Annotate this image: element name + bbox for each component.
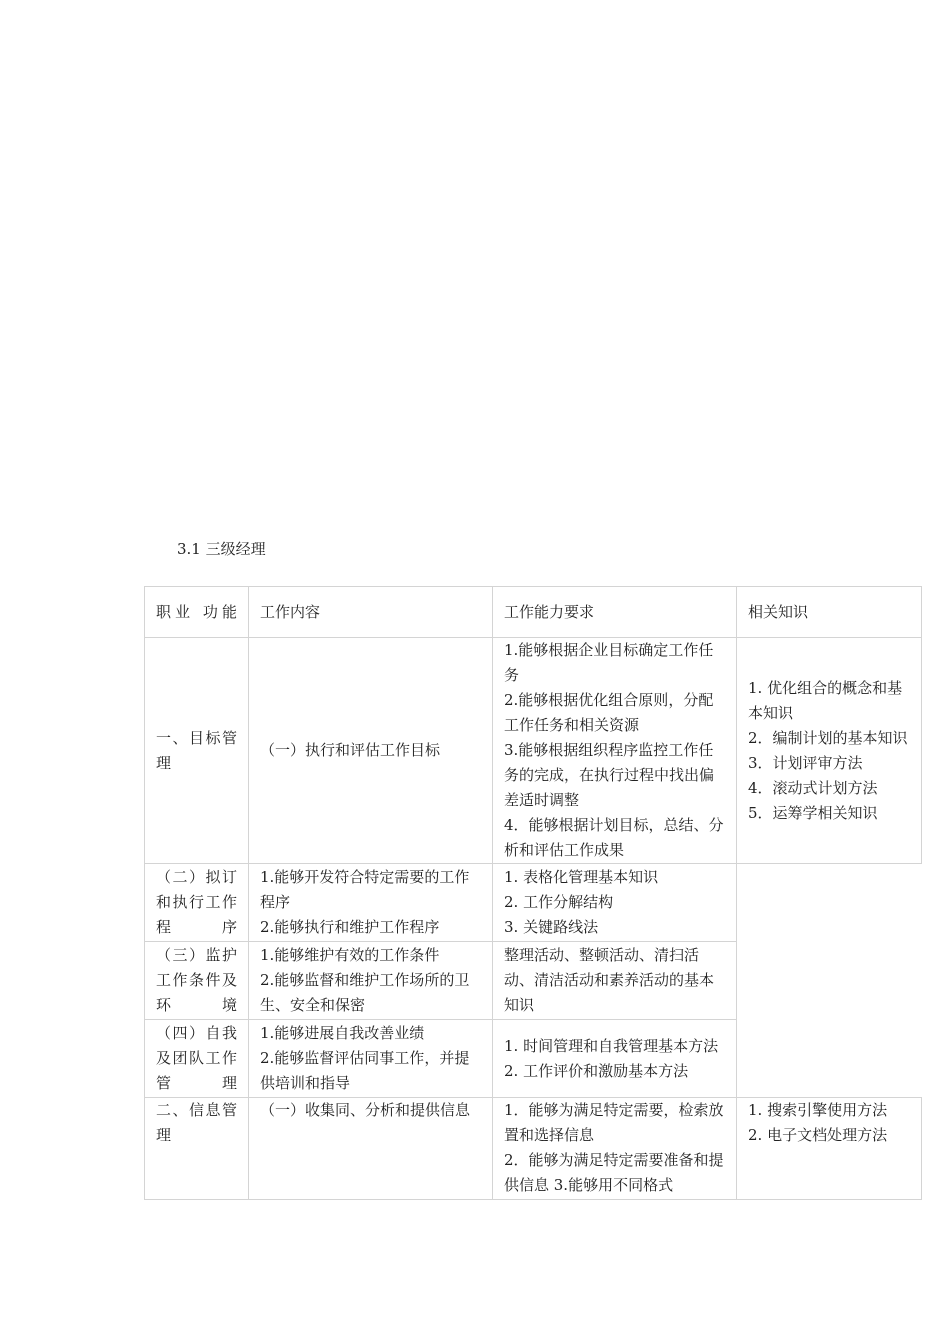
row1-knowledge [737,638,922,864]
table-row [145,1098,922,1200]
row5-content: （一）收集同、分析和提供信息 [249,1098,493,1200]
empty-cell [737,864,922,1098]
row3-knowledge-item: 整理活动、整顿活动、清扫活动、清洁活动和素养活动的基本知识 [504,946,715,1014]
row2-knowledge-item: 1. 表格化管理基本知识 [504,868,659,886]
row5-ability-item: 2．能够为满足特定需要准备和提供信息 3.能够用不同格式 [504,1151,724,1194]
row1-knowledge-item: 1. 优化组合的概念和基本知识 [748,678,903,722]
row5-knowledge-item: 2. 电子文档处理方法 [748,1126,888,1144]
row1-knowledge-item: 4．滚动式计划方法 [748,778,878,797]
row1-content: （一）执行和评估工作目标 [249,638,493,864]
row4-knowledge [493,1020,737,1098]
row3-knowledge [493,942,737,1020]
row2-ability-item: 1.能够开发符合特定需要的工作程序 [260,868,470,911]
row5-ability [493,1098,737,1200]
row3-ability [249,942,493,1020]
row1-knowledge-item: 2．编制计划的基本知识 [748,728,908,747]
row1-ability-item: 1.能够根据企业目标确定工作任务 [504,641,714,684]
row4-knowledge-item: 2. 工作评价和激励基本方法 [504,1061,689,1080]
row1-ability-item: 3.能够根据组织程序监控工作任务的完成，在执行过程中找出偏差适时调整 [504,741,715,809]
row3-ability-item: 2.能够监督和维护工作场所的卫生、安全和保密 [260,971,470,1014]
row3-content: （三）监护工作条件及环境 [145,942,249,1020]
row2-content: （二）拟订和执行工作程序 [145,864,249,942]
row4-ability [249,1020,493,1098]
row1-ability [493,638,737,864]
row1-knowledge-item: 3．计划评审方法 [748,753,863,772]
row1-knowledge-item: 5．运筹学相关知识 [748,803,878,822]
row2-knowledge-item: 2. 工作分解结构 [504,893,614,911]
row1-ability-item: 4．能够根据计划目标，总结、分析和评估工作成果 [504,816,724,859]
row2-knowledge [493,864,737,942]
header-content: 工作内容 [249,587,493,638]
row2-ability [249,864,493,942]
competency-table [144,586,922,1200]
header-knowledge: 相关知识 [737,587,922,638]
row5-function: 二、信息管理 [145,1098,249,1200]
row4-ability-item: 1.能够进展自我改善业绩 [260,1024,425,1042]
row4-knowledge-item: 1. 时间管理和自我管理基本方法 [504,1036,719,1055]
row1-ability-item: 2.能够根据优化组合原则，分配工作任务和相关资源 [504,691,714,734]
header-ability: 工作能力要求 [493,587,737,638]
row2-ability-item: 2.能够执行和维护工作程序 [260,918,440,936]
row1-function: 一、目标管理 [145,638,249,864]
table-row [145,638,922,864]
table-header-row [145,587,922,638]
row4-content: （四）自我及团队工作管理 [145,1020,249,1098]
row3-ability-item: 1.能够维护有效的工作条件 [260,946,440,964]
section-title: 3.1 三级经理 [177,540,266,558]
row5-knowledge [737,1098,922,1200]
row4-ability-item: 2.能够监督评估同事工作，并提供培训和指导 [260,1049,470,1092]
row5-ability-item: 1．能够为满足特定需要，检索放置和选择信息 [504,1101,724,1144]
row2-knowledge-item: 3. 关键路线法 [504,918,599,936]
row5-knowledge-item: 1. 搜索引擎使用方法 [748,1101,888,1119]
header-function: 职业 功能 [145,587,249,638]
table-row [145,864,922,942]
